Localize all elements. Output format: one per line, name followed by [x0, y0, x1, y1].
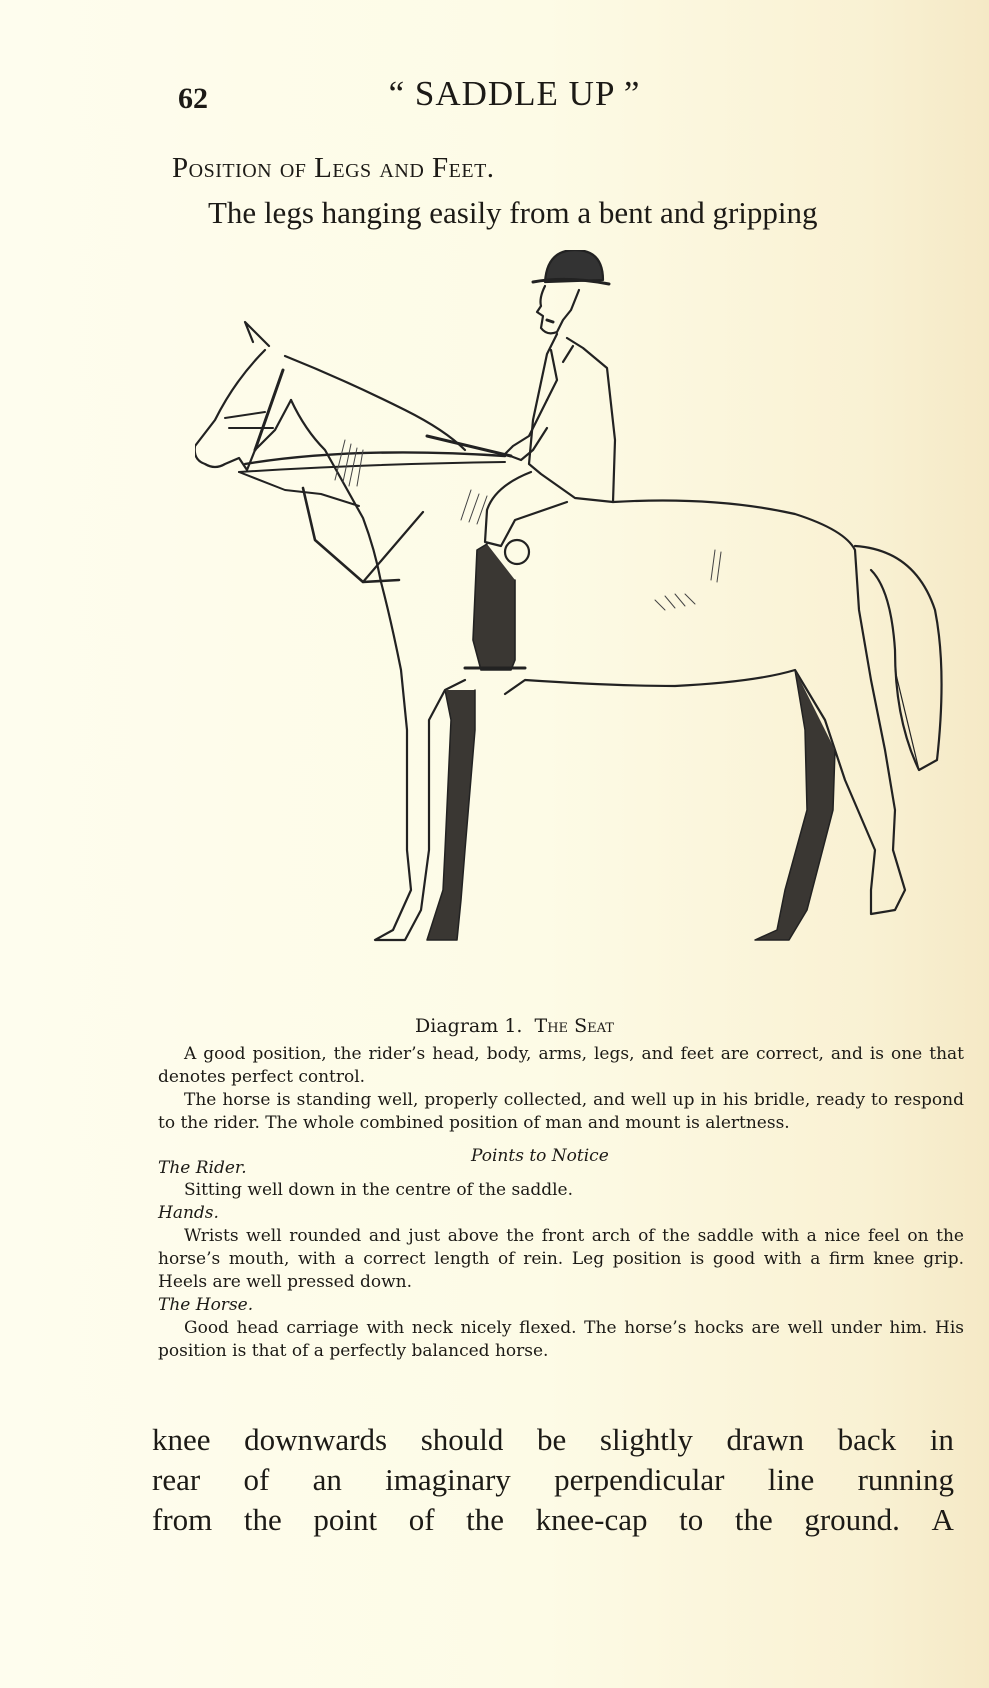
lead-line: The legs hanging easily from a bent and gripping: [208, 195, 818, 230]
word: knee: [152, 1422, 211, 1457]
point-text-rider: Sitting well down in the centre of the saddle.: [184, 1180, 574, 1200]
word: to: [679, 1502, 704, 1537]
description-paragraph: The horse is standing well, properly collected, and well up in his bridle, ready to respond to the rider. The whole combined position of man and mount is alertness.: [158, 1090, 964, 1133]
word: of: [243, 1462, 270, 1497]
word: from: [152, 1502, 213, 1537]
section-title: Position of Legs and Feet.: [172, 152, 495, 184]
word: A: [931, 1502, 954, 1537]
text-line: [152, 1460, 954, 1500]
word: knee-cap: [535, 1502, 648, 1537]
point-text-horse: Good head carriage with neck nicely flexed. The horse’s hocks are well under him. His position is that of a perfectly balanced horse.: [158, 1318, 964, 1361]
word: be: [537, 1422, 567, 1457]
word: imaginary: [385, 1462, 511, 1497]
caption-label: Diagram 1.: [415, 1015, 523, 1037]
text-line: [152, 1500, 954, 1540]
bowler-hat-icon: [545, 250, 603, 282]
page-number: 62: [178, 82, 208, 115]
word: running: [857, 1462, 954, 1497]
word: back: [837, 1422, 897, 1457]
word: the: [734, 1502, 773, 1537]
points-to-notice-heading: Points to Notice: [471, 1146, 609, 1166]
word: line: [767, 1462, 815, 1497]
word: slightly: [599, 1422, 693, 1457]
description-paragraph: A good position, the rider’s head, body, arms, legs, and feet are correct, and is one that denotes perfect control.: [158, 1044, 964, 1087]
point-text-hands: Wrists well rounded and just above the front arch of the saddle with a nice feel on the horse’s mouth, with a correct length of rein. Leg position is good with a firm knee grip. Heels are well pressed down.: [158, 1226, 964, 1292]
word: the: [466, 1502, 505, 1537]
word: the: [243, 1502, 282, 1537]
word: in: [929, 1422, 954, 1457]
continuation-paragraph: [152, 1420, 954, 1540]
point-heading-rider: The Rider.: [158, 1158, 247, 1178]
caption-title: The Seat: [534, 1015, 614, 1037]
word: ground.: [804, 1502, 900, 1537]
text-line: [152, 1420, 954, 1460]
word: rear: [152, 1462, 201, 1497]
point-heading-horse: The Horse.: [158, 1295, 254, 1315]
points-heading-row: [158, 1145, 964, 1179]
word: drawn: [726, 1422, 805, 1457]
figure-caption: [0, 1015, 989, 1037]
horse-and-rider-illustration: [195, 250, 945, 1020]
figure-notes: [158, 1043, 964, 1363]
word: of: [408, 1502, 435, 1537]
point-heading-hands: Hands.: [158, 1203, 219, 1223]
book-title: “ SADDLE UP ”: [388, 74, 641, 113]
word: downwards: [244, 1422, 388, 1457]
word: an: [312, 1462, 342, 1497]
word: perpendicular: [554, 1462, 725, 1497]
word: should: [420, 1422, 504, 1457]
word: point: [313, 1502, 378, 1537]
